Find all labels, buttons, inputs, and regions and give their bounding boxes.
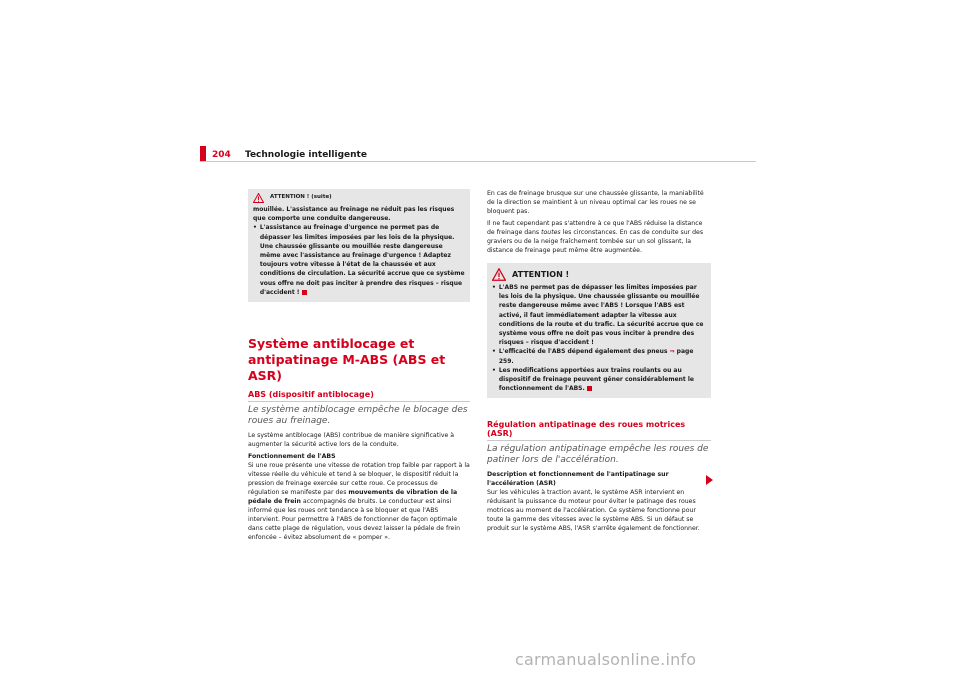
bullet-mark: • [253, 224, 257, 232]
warning-bullet [253, 223, 465, 297]
body-text-part: les circonstances. En cas de conduite sur des graviers ou de la neige fraîchement tombée sur un sol glissant, la distance de freinage peut même être augmentée. [487, 229, 704, 254]
page-marker [200, 146, 206, 162]
warning-bullet [492, 366, 706, 394]
warning-box-continued [248, 189, 470, 302]
warning-triangle-icon [492, 268, 506, 281]
continue-arrow-icon [706, 475, 713, 485]
warning-triangle-icon [253, 193, 264, 203]
warning-box [487, 263, 711, 398]
intro-text: Le système antiblocage (ABS) contribue de manière significative à augmenter la sécurité active lors de la conduite. [248, 432, 455, 449]
end-of-section-icon [587, 386, 592, 391]
subsection-title-asr: Régulation antipatinage des roues motrices (ASR) [487, 420, 711, 441]
warning-bullet-text: L'assistance au freinage d'urgence ne permet pas de dépasser les limites imposées par les lois de la physique. Une chaussée glissante ou mouillée reste dangereuse même avec l'assistance au freinage d'urgence ! Adaptez toujours votre vitesse à l'état de la chaussée et aux conditions de circulation. La sécurité accrue que ce système vous offre ne doit pas inciter à prendre des risques – risque d'accident ! [259, 224, 465, 296]
subsection-title-abs: ABS (dispositif antiblocage) [248, 390, 470, 402]
warning-title: ATTENTION ! (suite) [270, 194, 332, 201]
warning-bullet [492, 283, 706, 347]
page-number: 204 [212, 150, 231, 160]
warning-head [253, 193, 465, 203]
bullet-mark: • [492, 284, 496, 291]
warning-bullet-text: Les modifications apportées aux trains roulants ou au dispositif de freinage peuvent gêner considérablement le fonctionnement de l'ABS. [498, 366, 695, 393]
warning-title: ATTENTION ! [512, 269, 570, 279]
cross-reference-arrow-icon: ⇒ [669, 348, 675, 356]
cross-reference-link[interactable]: page 259. [498, 348, 694, 365]
paragraph-heading-abs: Fonctionnement de l'ABS [248, 453, 336, 461]
lead-text-abs: Le système antiblocage empêche le blocage des roues au freinage. [248, 405, 468, 427]
warning-bullet [492, 347, 706, 365]
body-text-bold: mouvements de vibration de la pédale de frein [248, 489, 458, 506]
header-rule [200, 161, 756, 162]
right-column [487, 189, 711, 533]
warning-bullet-text: L'ABS ne permet pas de dépasser les limites imposées par les lois de la physique. Une chaussée glissante ou mouillée reste dangereuse même avec l'ABS ! Lorsque l'ABS est activé, il faut immédiatement adapter la vitesse aux conditions de la route et du trafic. La sécurité accrue que ce système vous offre ne doit pas vous inciter à prendre des risques – risque d'accident ! [498, 284, 704, 347]
warning-text: mouillée. L'assistance au freinage ne réduit pas les risques que comporte une conduite dangereuse. [253, 206, 455, 223]
body-text-abs [248, 461, 470, 542]
warning-bullet-text: L'efficacité de l'ABS dépend également des pneus [498, 348, 670, 356]
body-text-steering: En cas de freinage brusque sur une chaussée glissante, la maniabilité de la direction se maintient à un niveau optimal car les roues ne se bloquent pas. [487, 190, 704, 215]
body-text-emphasis: toutes [541, 229, 561, 236]
lead-text-asr: La régulation antipatinage empêche les roues de patiner lors de l'accélération. [487, 444, 709, 466]
running-head: Technologie intelligente [245, 150, 367, 160]
body-text-asr: Sur les véhicules à traction avant, le système ASR intervient en réduisant la puissance du moteur pour éviter le patinage des roues motrices au moment de l'accélération. Ce système fonctionne pour toute la gamme des vitesses avec le système ABS. Si un défaut se produit sur le système ABS, l'ASR s'arrête également de fonctionner. [487, 489, 700, 533]
left-column [248, 189, 470, 542]
section-title: Système antiblocage et antipatinage M-ABS (ABS et ASR) [248, 336, 446, 384]
end-of-section-icon [302, 290, 307, 295]
paragraph-heading-asr: Description et fonctionnement de l'antipatinage sur l'accélération (ASR) [487, 471, 669, 488]
warning-head [492, 268, 706, 281]
body-text-part: Si une roue présente une vitesse de rotation trop faible par rapport à la vitesse réelle du véhicule et tend à se bloquer, le dispositif réduit la pression de freinage exercée sur cette roue. Ce processus de régulation se manifeste par des [248, 462, 470, 497]
body-text-distance [487, 219, 711, 255]
watermark: carmanualsonline.info [515, 650, 697, 669]
body-text-part: Il ne faut cependant pas s'attendre à ce que l'ABS réduise la distance de freinage dans [487, 220, 703, 236]
body-text-part: accompagnés de bruits. Le conducteur est ainsi informé que les roues ont tendance à se bloquer et que l'ABS intervient. Pour permettre à l'ABS de fonctionner de façon optimale dans cette plage de régulation, vous devez laisser la pédale de frein enfoncée – évitez absolument de « pomper ». [248, 498, 460, 542]
bullet-mark: • [492, 366, 496, 374]
bullet-mark: • [492, 348, 496, 356]
